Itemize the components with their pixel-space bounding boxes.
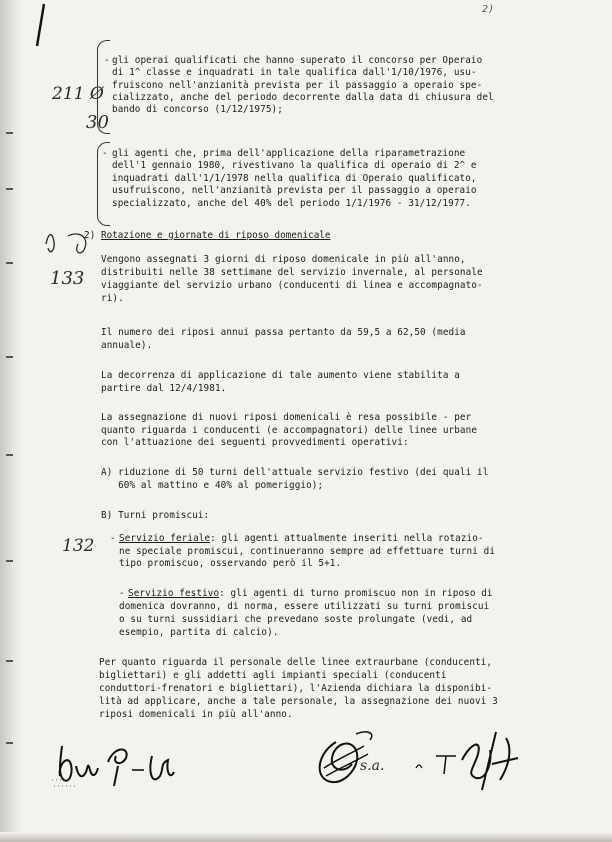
section-number: 2) — [84, 230, 96, 241]
subitem-line: esempio, partita di calcio). — [119, 627, 279, 638]
closing-line: Per quanto riguarda il personale delle linee extraurbane (conducenti, — [99, 657, 493, 668]
list-item-line: bando di concorso (1/12/1975); — [112, 104, 283, 115]
page-edge-shadow — [0, 832, 612, 842]
signature-left — [48, 736, 188, 796]
list-item-line: di 1^ classe e inquadrati in tale qualifica dall'1/10/1976, usu- — [112, 67, 477, 78]
subitem-term: Servizio feriale — [119, 533, 211, 544]
spine-mark — [6, 454, 13, 456]
closing-line: conduttori-frenatori e bigliettari), l'Azienda dichiara la disponibi- — [99, 683, 493, 694]
spine-mark — [6, 188, 13, 190]
page-number: 2) — [481, 4, 494, 15]
list-item-line: cializzato, anche del periodo decorrente dalla data di chiusura del — [112, 92, 494, 103]
list-item-line: inquadrati dall'1/1/1978 nella qualifica di Operaio qualificato, — [112, 173, 477, 184]
subitem-line: tipo promiscuo, osservando però il 5+1. — [119, 558, 342, 569]
section-title: Rotazione e giornate di riposo domenicale — [101, 230, 331, 241]
subitem-line: ne speciale promiscui, continueranno sempre ad effettuare turni di — [119, 546, 496, 557]
point-a-line: 60% al mattino e 40% al pomeriggio); — [101, 480, 324, 491]
subitem-line — [128, 588, 493, 600]
list-item-line: specializzato, anche del 40% del periodo 1/1/1976 - 31/12/1977. — [112, 198, 471, 209]
list-item-line: gli agenti che, prima dell'applicazione della riparametrazione — [112, 148, 466, 159]
subitem-term: Servizio festivo — [128, 588, 220, 599]
spine-mark — [6, 132, 13, 134]
point-a-line: A) riduzione di 50 turni dell'attuale servizio festivo (dei quali il — [101, 467, 489, 478]
paragraph-line: ri). — [101, 293, 124, 304]
paragraph-line: Vengono assegnati 3 giorni di riposo domenicale in più all'anno, — [101, 254, 466, 265]
spine-mark — [6, 660, 13, 662]
subitem-line: domenica dovranno, di norma, essere utilizzati su turni promiscui — [119, 601, 490, 612]
paragraph-line: viaggiante del servizio urbano (conducenti di linea e accompagnato- — [101, 280, 483, 291]
dash-marker: - — [119, 588, 125, 599]
closing-line: lità ad applicare, anche a tale personale, la assegnazione dei nuovi 3 — [99, 696, 498, 707]
paragraph-line: distribuiti nelle 38 settimane del servizio invernale, al personale — [101, 267, 483, 278]
point-b-label: B) Turni promiscui: — [101, 510, 210, 521]
subitem-line: o su turni sussidiari che prevedano soste prolungate (vedi, ad — [119, 614, 473, 625]
paragraph-line: quanto riguarda i conducenti (e accompagnatori) delle linee urbane — [101, 425, 478, 436]
signature-right — [306, 724, 536, 796]
dash-marker: - — [104, 55, 110, 66]
paragraph-line: La decorrenza di applicazione di tale aumento viene stabilita a — [101, 370, 460, 381]
list-item-line: dell'1 gennaio 1980, rivestivano la qualifica di operaio di 2^ e — [112, 160, 477, 171]
margin-note: 132 — [62, 536, 95, 556]
pen-stroke — [30, 2, 50, 50]
margin-note: 133 — [50, 268, 85, 289]
paragraph-line: con l'attuazione dei seguenti provvedimenti operativi: — [101, 437, 409, 448]
paragraph-line: La assegnazione di nuovi riposi domenicali è resa possibile - per — [101, 412, 472, 423]
spine-mark — [6, 356, 13, 358]
paragraph-line: Il numero dei riposi annui passa pertanto da 59,5 a 62,50 (media — [101, 327, 466, 338]
spine-mark — [6, 262, 13, 264]
spine-mark — [6, 560, 13, 562]
list-item-line: usufruiscono, nell'anzianità prevista per il passaggio a operaio — [112, 185, 477, 196]
subitem-line — [119, 533, 484, 545]
page-spine — [0, 0, 24, 842]
closing-line: bigliettari) e gli addetti agli impianti speciali (conducenti — [99, 670, 447, 681]
dash-marker: - — [102, 148, 108, 159]
list-item-line: fruiscono nell'anzianità prevista per il passaggio a operaio spe- — [112, 80, 483, 91]
signature-initials: s.a. — [360, 758, 385, 774]
dash-marker: - — [110, 533, 116, 544]
paragraph-line: partire dal 12/4/1981. — [101, 383, 227, 394]
subitem-text: : gli agenti di turno promiscuo non in riposo di — [219, 588, 493, 599]
closing-line: riposi domenicali in più all'anno. — [99, 709, 293, 720]
list-item-line: gli operai qualificati che hanno superato il concorso per Operaio — [112, 55, 483, 66]
subitem-text: : gli agenti attualmente inseriti nella rotazio- — [210, 533, 484, 544]
margin-note: 211 Ø — [52, 84, 104, 104]
margin-note: 30 — [86, 112, 109, 133]
spine-mark — [6, 742, 13, 744]
paragraph-line: annuale). — [101, 340, 153, 351]
